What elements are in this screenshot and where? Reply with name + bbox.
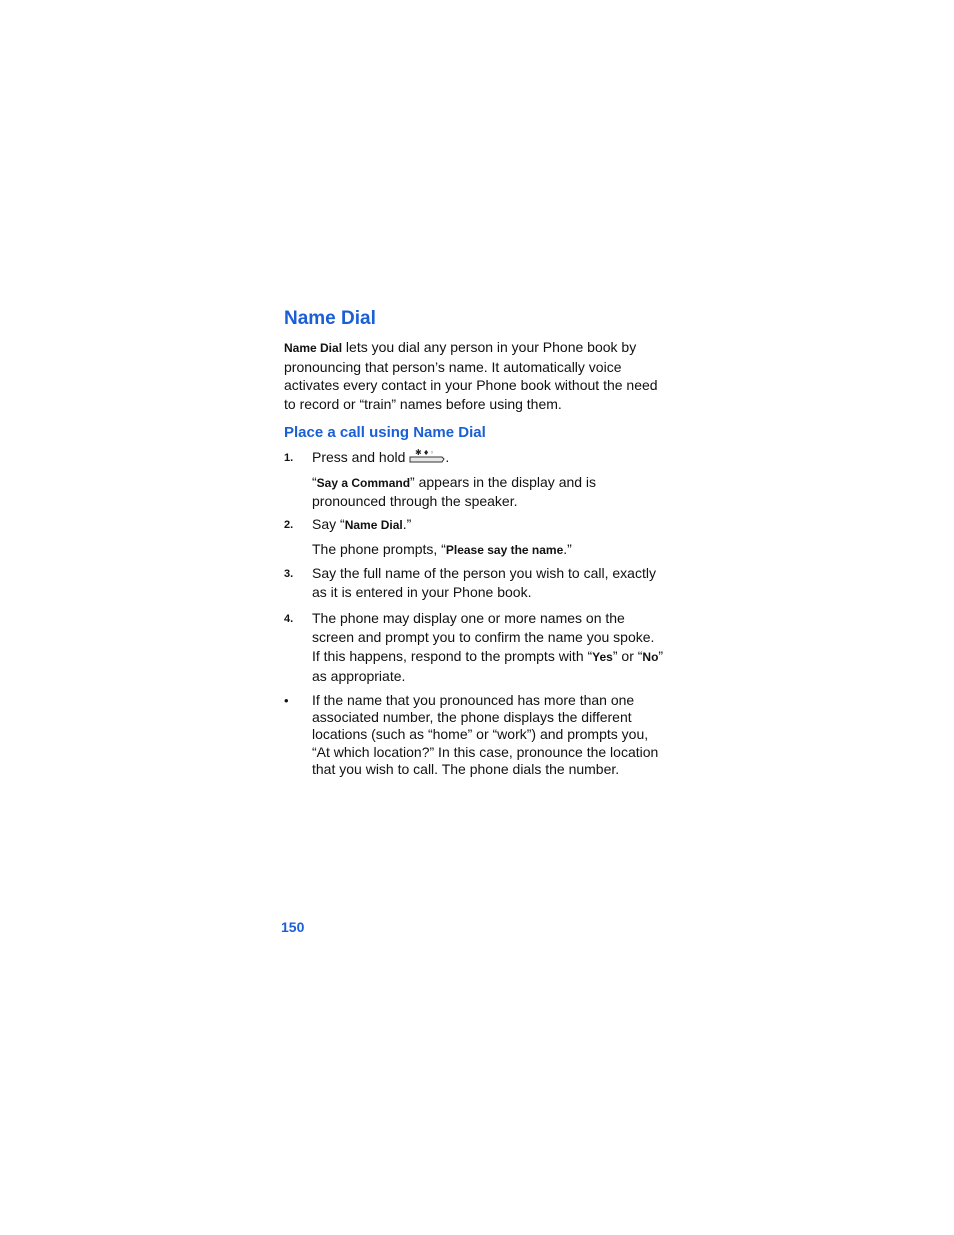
step-2-note: [284, 540, 664, 559]
intro-text: lets you dial any person in your Phone book by pronouncing that person’s name. It automatically voice activates every contact in your Phone book without the need to record or “train” names before using them.: [284, 339, 658, 413]
step-2: [284, 515, 664, 535]
step-1: [284, 448, 664, 467]
page-number: 150: [281, 919, 305, 935]
svg-text:♦: ♦: [423, 448, 430, 457]
step-4-text-mid: ” or “: [612, 647, 643, 664]
voice-key-icon: [409, 448, 445, 464]
svg-text:◦: ◦: [430, 448, 435, 457]
step-number: 1.: [284, 451, 294, 464]
step-2-note-end: .”: [563, 541, 572, 558]
step-number: 4.: [284, 612, 294, 625]
say-command-term: Say a Command: [316, 475, 411, 490]
step-text-end: .: [445, 448, 450, 465]
step-text: Press and hold: [312, 448, 406, 465]
step-text: Say “: [312, 515, 345, 532]
page-title: Name Dial: [284, 308, 376, 329]
step-1-note-text: ” appears in the display and is pronounced through the speaker.: [312, 473, 597, 509]
bullet-text: If the name that you pronounced has more than one associated number, the phone displays the different locations (such as “home” or “work”) and prompts you, “At which location?” In this case, pronounce the location that you wish to call. The phone dials the number.: [312, 691, 659, 777]
step-2-note-text: The phone prompts, “: [312, 541, 446, 558]
step-1-note: [284, 473, 664, 510]
step-4-text: The phone may display one or more names on the screen and prompt you to confirm the name you spoke. If this happens, respond to the prompts with “: [312, 609, 655, 664]
intro-term: Name Dial: [284, 341, 343, 355]
step-text-end: .”: [402, 515, 412, 532]
section-heading: Place a call using Name Dial: [284, 423, 486, 441]
page-content: [284, 306, 664, 778]
quote-open: “: [312, 473, 317, 490]
intro-paragraph: [284, 338, 664, 414]
step-text: [312, 610, 663, 684]
step-number: 2.: [284, 518, 294, 531]
name-dial-term: Name Dial: [344, 517, 403, 532]
yes-term: Yes: [592, 649, 613, 664]
bullet-item: [284, 692, 664, 778]
step-4: [284, 609, 664, 686]
step-text: Say the full name of the person you wish to call, exactly as it is entered in your Phone book.: [312, 565, 656, 600]
svg-text:✱: ✱: [415, 447, 423, 457]
step-3: [284, 564, 664, 601]
prompt-term: Please say the name: [445, 543, 564, 558]
step-number: 3.: [284, 568, 294, 581]
step-4-text-end: ” as appropriate.: [312, 647, 664, 684]
no-term: No: [642, 649, 659, 664]
bullet-icon: •: [284, 692, 289, 708]
